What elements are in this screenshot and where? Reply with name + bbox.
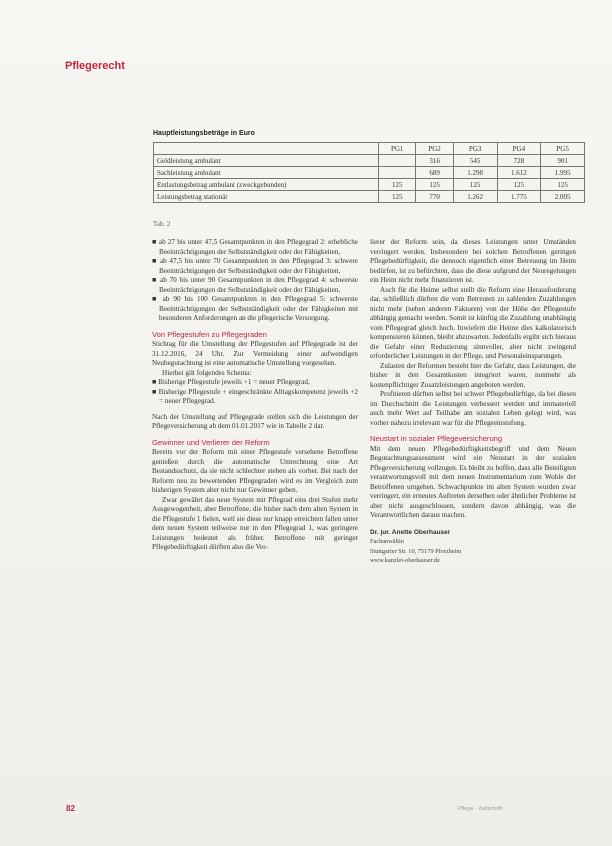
author-name: Dr. jur. Anette Oberhauser xyxy=(370,528,451,536)
table-cell: 125 xyxy=(541,179,585,191)
paragraph: Stichtag für die Umstellung der Pflegestufen auf Pflegegrade ist der 31.12.2016, 24 Uhr. Zur Vermeidung einer aufwendigen Neubegutachtung ist eine automatische Umstellung vorgesehen. xyxy=(152,340,358,367)
list-item: ■ ab 70 bis unter 90 Gesamtpunkten in den Pflegegrad 4: schwerste Beeinträchtigungen der Selbstständigkeit oder der Fähigkeiten, xyxy=(152,276,358,294)
benefits-table xyxy=(153,142,585,203)
table-cell: 1.262 xyxy=(453,191,497,203)
table-note: Tab. 2 xyxy=(153,220,171,228)
table-cell: 770 xyxy=(416,191,453,203)
table-cell: 1.775 xyxy=(497,191,541,203)
paragraph: Mit dem neuen Pflegebedürftigkeitsbegriff und dem Neuen Begutachtungsassessment wird ein Neustart in der sozialen Pflegeversicherung vollzogen. Es bleibt zu hoffen, dass alle Beteiligten verantwortungsvoll mit dem neuen Instrumentarium zum Wohle der Betroffenen umgehen. Schwachpunkte im alten System wurden zwar verringert, ein erneutes Auftreten derselben oder ähnlicher Probleme ist aber nicht ausgeschlossen, sondern davon abhängig, was die Verantwortlichen daraus machen. xyxy=(370,444,576,519)
table-header-cell: PG3 xyxy=(453,143,497,155)
right-column xyxy=(370,238,576,566)
subheading: Gewinner und Verlierer der Reform xyxy=(152,437,270,447)
table-cell: 728 xyxy=(497,155,541,167)
author-detail: Fachanwältin xyxy=(370,538,404,545)
table-cell: 1.612 xyxy=(497,167,541,179)
table-cell: 125 xyxy=(379,191,416,203)
table-caption: Hauptleistungsbeträge in Euro xyxy=(153,130,255,137)
subheading: Neustart in sozialer Pflegeversicherung xyxy=(370,434,503,443)
table-cell: Leistungsbetrag stationär xyxy=(154,191,379,203)
table-cell: 316 xyxy=(416,155,453,167)
table-row xyxy=(154,167,585,179)
subheading: Von Pflegestufen zu Pflegegraden xyxy=(152,329,267,339)
paragraph: Auch für die Heime selbst stellt die Reform eine Herausforderung dar, schließlich dürften die vom Betreuten zu zahlenden Zuzahlungen nicht mehr (neben anderen Faktoren) von der Höhe der Pflegestufe abhängig gemacht werden. Somit ist künftig die Zuzahlung unabhängig vom Pflegegrad gleich hoch. Inwiefern die Heime dies kalkulatorisch kompensieren können, bleibt abzuwarten. Jedenfalls ergibt sich hieraus die Gefahr einer Reduzierung sinnvoller, aber nicht zwingend erforderlicher Leistungen in der Pflege, und Personaleinsparungen. xyxy=(370,285,576,360)
paragraph: Bereits vor der Reform mit einer Pflegestufe versehene Betroffene genießen durch die automatische Umrechnung eine Art Bestandsschutz, da sie nicht schlechter stehen als vorher. Bei nach der Reform neu zu bewertenden Pflegegraden wird es im Vergleich zum bisherigen System aber nicht nur Gewinner geben. xyxy=(152,448,358,494)
table-cell: Sachleistung ambulant xyxy=(154,167,379,179)
table-header-cell: PG4 xyxy=(497,143,541,155)
table-row xyxy=(154,179,585,191)
table-cell xyxy=(379,167,416,179)
table-cell: 1.995 xyxy=(541,167,585,179)
table-cell: 545 xyxy=(453,155,497,167)
table-cell: Entlastungsbetrag ambulant (zweckgebunden) xyxy=(154,179,379,191)
author-website: www.kanzlei-oberhauser.de xyxy=(370,557,440,564)
left-column xyxy=(152,238,358,553)
table-header-cell: PG2 xyxy=(416,143,453,155)
table-header-cell: PG1 xyxy=(379,143,416,155)
paragraph: lierer der Reform sein, da dieses Leistungen unter Umständen verringert werden. Insbesondere bei solchen Betroffenen geringen Pflegebedürftigkeit, die dennoch eigentlich einer Betreuung im Heim bedürfen, ist zu befürchten, dass die diese aufgrund der Neuregelungen ein Heim nicht mehr finanzieren ist. xyxy=(370,238,576,284)
list-item: ■ Bisherige Pflegestufe jeweils +1 = neuer Pflegegrad, xyxy=(152,378,310,386)
paragraph: Zulasten der Reformen besteht hier die Gefahr, dass Leistungen, die bisher in den Gesamtkosten integriert waren, nunmehr als kostenpflichtiger Zusatzleistungen angeboten werden. xyxy=(370,361,576,389)
table-cell xyxy=(379,155,416,167)
paragraph: Profitieren dürften selbst bei schwer Pflegebedürftige, da bei diesen im Durchschnitt die Leistungen verbessert werden und immateriell auch mehr Wert auf Teilhabe am sozialen Leben gelegt wird, was vorher nahezu irrelevant war für die Pflegeeinstufung. xyxy=(370,390,576,427)
list-item: ■ ab 47,5 bis unter 70 Gesamtpunkten in den Pflegegrad 3: schwere Beeinträchtigungen der Selbstständigkeit oder der Fähigkeiten, xyxy=(152,257,358,275)
table-header-cell: PG5 xyxy=(541,143,585,155)
table-header-row xyxy=(154,143,585,155)
table-row xyxy=(154,191,585,203)
table-cell: 689 xyxy=(416,167,453,179)
table-cell: 125 xyxy=(416,179,453,191)
journal-footer: Pflege · Zeitschrift xyxy=(458,806,503,812)
author-detail: Stuttgarter Str. 10, 75179 Pforzheim xyxy=(370,547,462,555)
list-item: ■ ab 90 bis 100 Gesamtpunkten in den Pflegegrad 5: schwerste Beeinträchtigungen der Selbstständigkeit oder der Fähigkeiten mit besonderen Anforderungen an die pflegerische Versorgung. xyxy=(152,295,358,322)
table-row xyxy=(154,155,585,167)
table-header-cell xyxy=(154,143,379,155)
table-cell: 901 xyxy=(541,155,585,167)
section-title: Pflegerecht xyxy=(65,60,125,72)
table-cell: 125 xyxy=(453,179,497,191)
table-cell: 2.005 xyxy=(541,191,585,203)
list-item: ■ Bisherige Pflegestufe + eingeschränkte Alltagskompetenz jeweils +2 = neuer Pflegegrad. xyxy=(152,387,358,405)
paragraph: Zwar gewährt das neue System mit Pflegrad eins drei Stufen mehr Ausgewogenheit, aber Betroffene, die bisher nach dem alten System in die Pflegestufe 1 fielen, weil sie diese nur knapp erreichten fallen unter dem neuen System teilweise nur in den Pflegegrad 1, was geringere Leistungen bedeutet als früher. Betroffene mit geringer Pflegebedürftigkeit dürften also die Ver- xyxy=(152,495,358,551)
table-cell: 125 xyxy=(379,179,416,191)
page-number: 82 xyxy=(66,804,75,813)
list-item: ■ ab 27 bis unter 47,5 Gesamtpunkten in den Pflegegrad 2: erhebliche Beeinträchtigungen der Selbstständigkeit oder der Fähigkeiten, xyxy=(152,238,358,256)
table-cell: Geldleistung ambulant xyxy=(154,155,379,167)
table-cell: 1.298 xyxy=(453,167,497,179)
paragraph: Nach der Umstellung auf Pflegegrade stellen sich die Leistungen der Pflegeversicherung ab dem 01.01.2017 wie in Tabelle 2 dar. xyxy=(152,412,358,430)
table-cell: 125 xyxy=(497,179,541,191)
paragraph: Hierbei gilt folgendes Schema: xyxy=(162,368,252,377)
